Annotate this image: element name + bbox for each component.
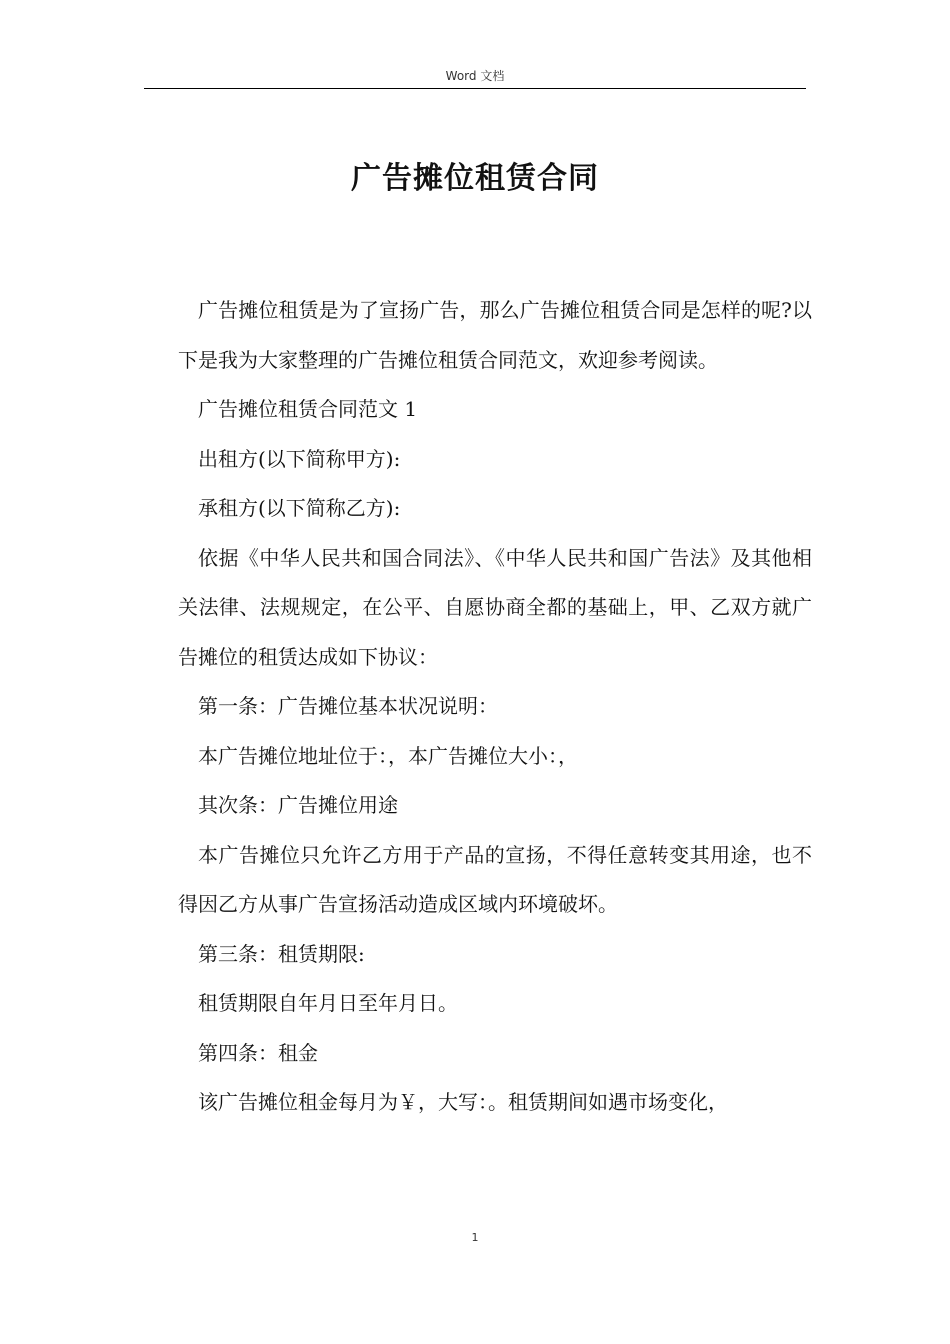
article-4-heading: 第四条：租金 [198, 1040, 318, 1065]
header-divider [144, 88, 806, 89]
article-1-heading: 第一条：广告摊位基本状况说明： [198, 694, 498, 718]
article-2-heading: 其次条：广告摊位用途 [198, 793, 398, 817]
lessee-line: 承租方(以下简称乙方): [198, 496, 401, 520]
document-title: 广告摊位租赁合同 [351, 161, 599, 196]
basis-paragraph: 依据《中华人民共和国合同法》、《中华人民共和国广告法》及其他相关法律、法规规定，在公平、自愿协商全都的基础上，甲、乙双方就广告摊位的租赁达成如下协议： [178, 545, 812, 669]
page-number: 1 [471, 1231, 479, 1244]
article-2-body: 本广告摊位只允许乙方用于产品的宣扬，不得任意转变其用途，也不得因乙方从事广告宣扬活动造成区域内环境破坏。 [178, 842, 812, 916]
article-3-heading: 第三条：租赁期限: [198, 941, 365, 966]
lessor-line: 出租方(以下简称甲方): [198, 446, 401, 471]
article-3-body: 租赁期限自年月日至年月日。 [198, 991, 458, 1015]
page-header: Word 文档 [445, 69, 505, 83]
article-1-body: 本广告摊位地址位于：，本广告摊位大小：， [198, 743, 578, 768]
intro-paragraph: 广告摊位租赁是为了宣扬广告，那么广告摊位租赁合同是怎样的呢?以下是我为大家整理的广告摊位租赁合同范文，欢迎参考阅读。 [178, 298, 812, 372]
sample-heading: 广告摊位租赁合同范文 1 [198, 397, 418, 421]
article-4-body: 该广告摊位租金每月为￥，大写：。租赁期间如遇市场变化， [198, 1090, 728, 1114]
document-body [178, 286, 812, 1128]
